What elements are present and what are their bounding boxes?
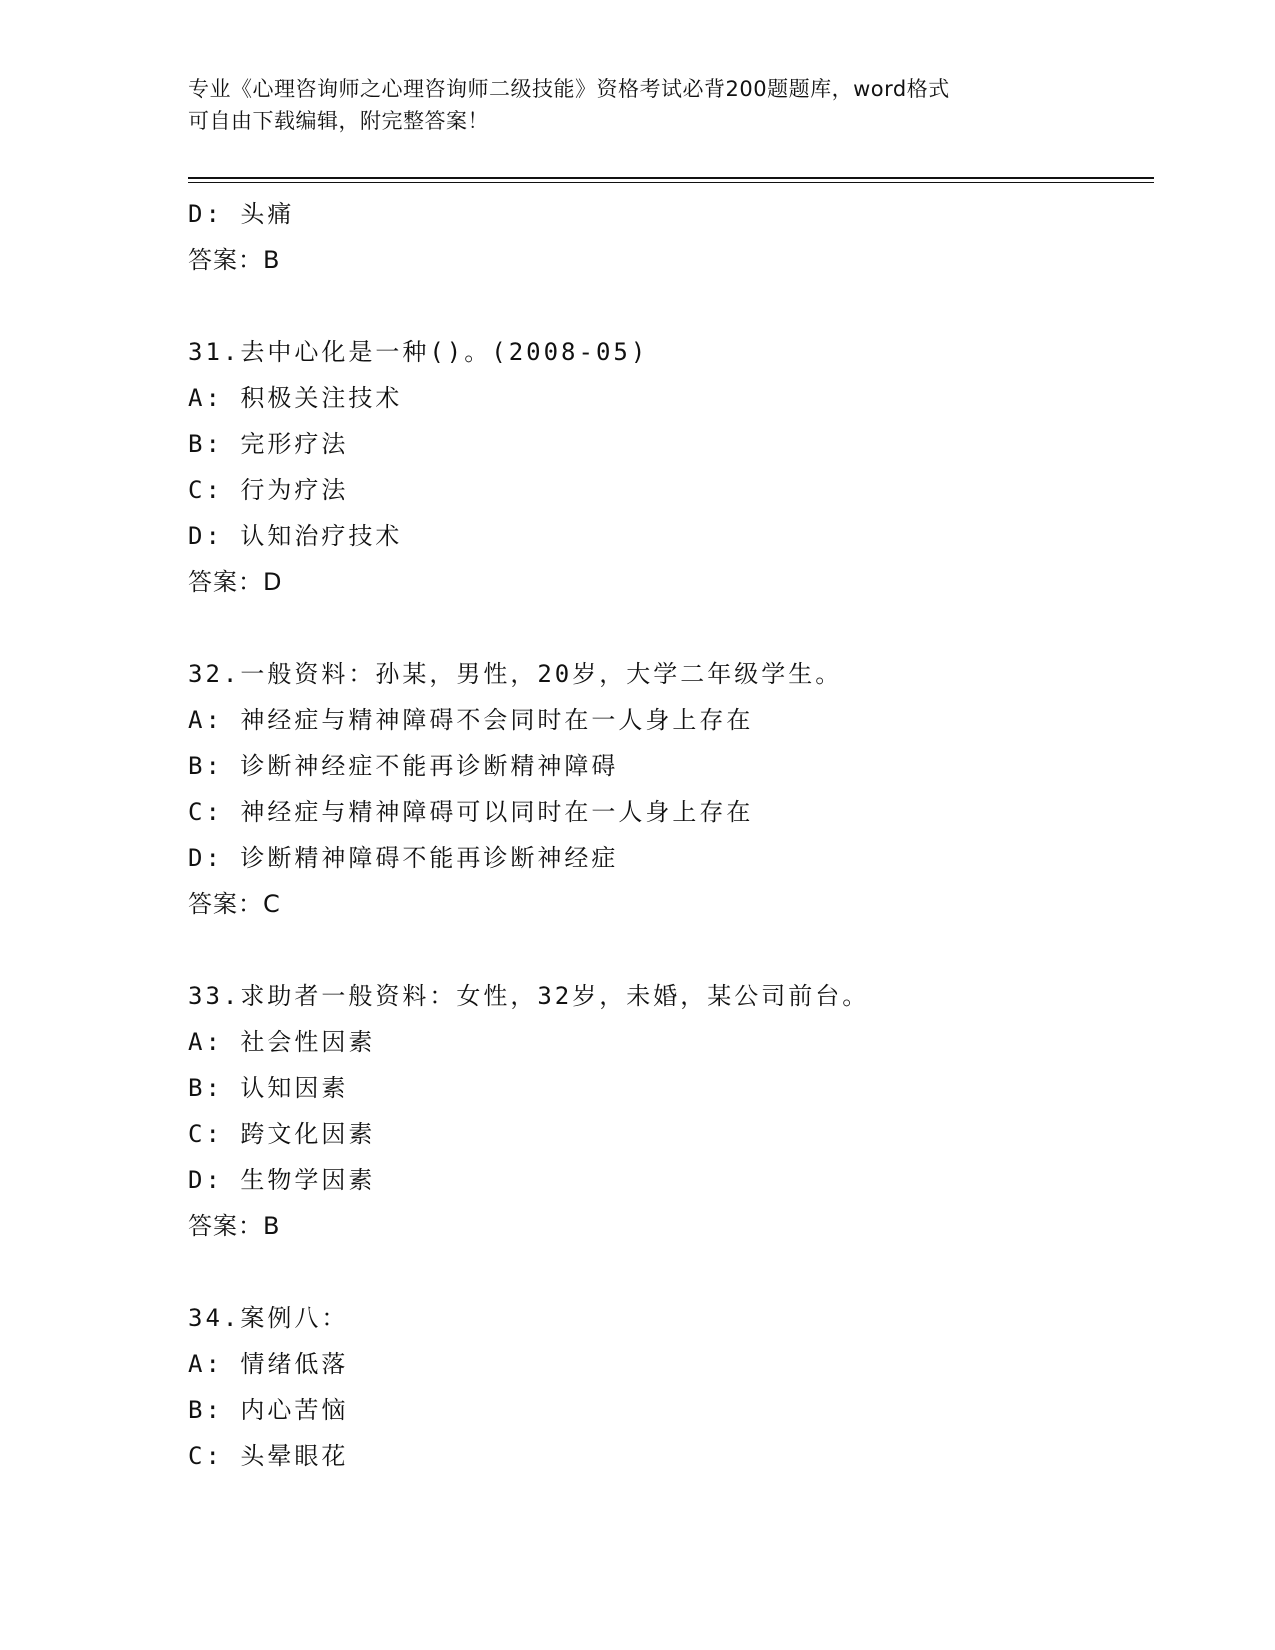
header-line-1: 专业《心理咨询师之心理咨询师二级技能》资格考试必背200题题库，word格式 (188, 77, 950, 101)
spacer (188, 605, 1148, 651)
spacer (188, 927, 1148, 973)
header-line-2: 可自由下载编辑，附完整答案！ (188, 109, 489, 133)
option-b: B: 认知因素 (188, 1074, 349, 1102)
document-header (188, 73, 1088, 137)
spacer (188, 283, 1148, 329)
option-c: C: 行为疗法 (188, 476, 349, 504)
spacer (188, 1249, 1148, 1295)
option-a: A: 情绪低落 (188, 1350, 349, 1378)
question-32 (188, 651, 1148, 927)
question-stem: 34.案例八： (188, 1304, 349, 1332)
option-a: A: 积极关注技术 (188, 384, 403, 412)
option-b: B: 完形疗法 (188, 430, 349, 458)
question-34 (188, 1295, 1148, 1479)
question-33 (188, 973, 1148, 1249)
option-b: B: 诊断神经症不能再诊断精神障碍 (188, 752, 619, 780)
option-d: D: 认知治疗技术 (188, 522, 403, 550)
question-stem: 33.求助者一般资料：女性，32岁，未婚，某公司前台。 (188, 982, 870, 1010)
header-rule-thick (188, 177, 1154, 179)
option-d: D: 生物学因素 (188, 1166, 376, 1194)
answer: 答案：C (188, 890, 281, 918)
prev-option-d: D: 头痛 (188, 200, 295, 228)
header-rule-thin (188, 182, 1154, 183)
option-a: A: 社会性因素 (188, 1028, 376, 1056)
document-body (188, 191, 1148, 1479)
answer: 答案：B (188, 1212, 281, 1240)
option-b: B: 内心苦恼 (188, 1396, 349, 1424)
question-stem: 31.去中心化是一种()。(2008-05) (188, 338, 649, 366)
option-c: C: 头晕眼花 (188, 1442, 349, 1470)
question-stem: 32.一般资料：孙某，男性，20岁，大学二年级学生。 (188, 660, 843, 688)
answer: 答案：D (188, 568, 283, 596)
option-d: D: 诊断精神障碍不能再诊断神经症 (188, 844, 619, 872)
option-c: C: 跨文化因素 (188, 1120, 376, 1148)
question-31 (188, 329, 1148, 605)
option-a: A: 神经症与精神障碍不会同时在一人身上存在 (188, 706, 754, 734)
prev-answer: 答案：B (188, 246, 281, 274)
option-c: C: 神经症与精神障碍可以同时在一人身上存在 (188, 798, 754, 826)
